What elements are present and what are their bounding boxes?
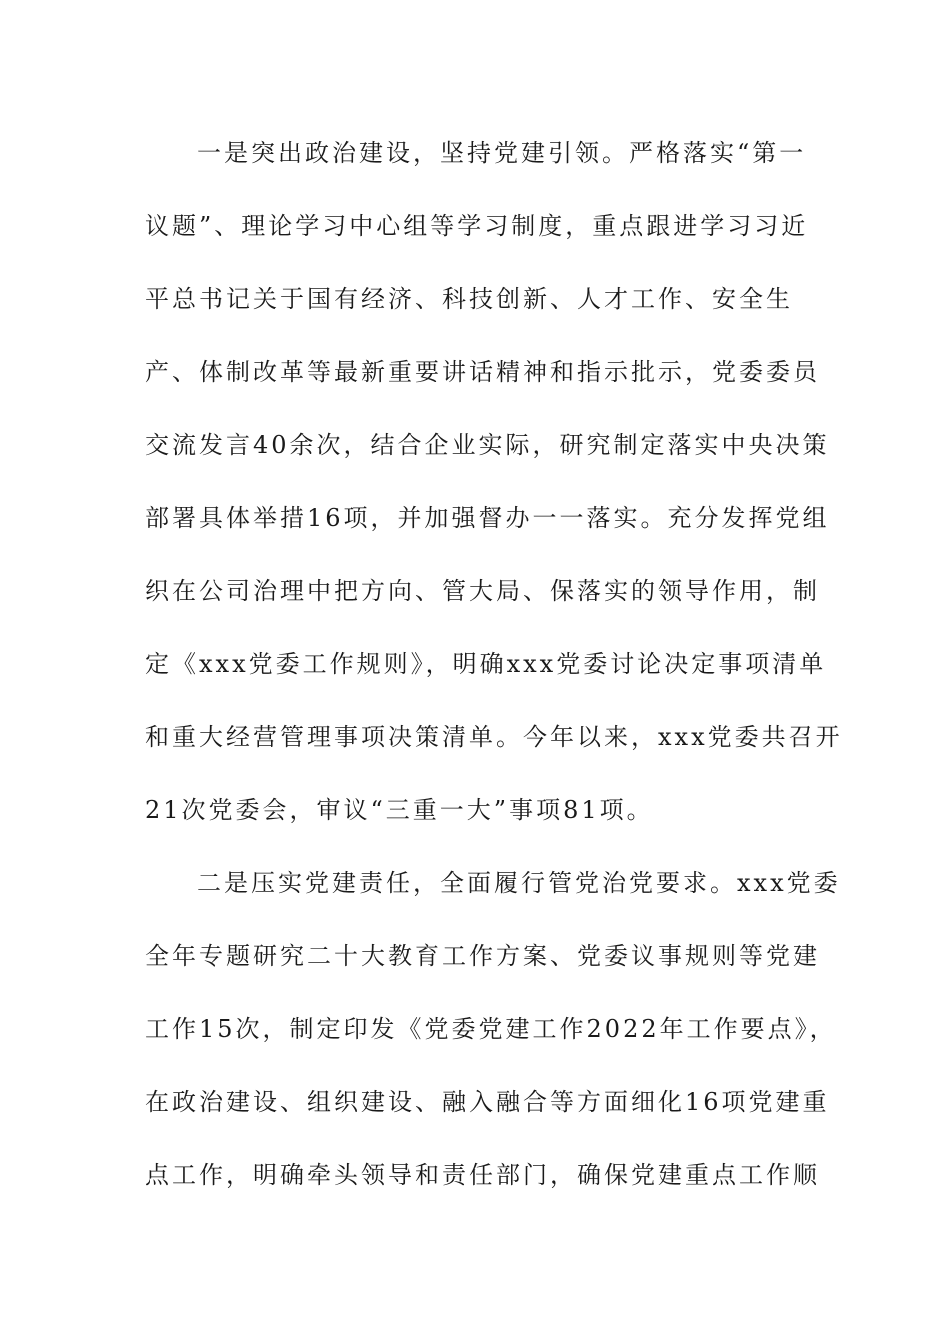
paragraph-political-construction <box>145 128 843 858</box>
paragraph-line: 和重大经营管理事项决策清单。今年以来，xxx党委共召开 <box>145 723 843 751</box>
paragraph-line: 织在公司治理中把方向、管大局、保落实的领导作用，制 <box>145 577 820 605</box>
paragraph-line: 工作15次，制定印发《党委党建工作2022年工作要点》， <box>145 1015 837 1043</box>
paragraph-line: 定《xxx党委工作规则》，明确xxx党委讨论决定事项清单 <box>145 650 827 678</box>
paragraph-line: 21次党委会，审议“三重一大”事项81项。 <box>145 796 654 824</box>
paragraph-line: 二是压实党建责任，全面履行管党治党要求。xxx党委 <box>197 869 841 897</box>
paragraph-line: 部署具体举措16项，并加强督办一一落实。充分发挥党组 <box>145 504 830 532</box>
paragraph-party-responsibility <box>145 858 841 1223</box>
paragraph-line: 交流发言40余次，结合企业实际，研究制定落实中央决策 <box>145 431 830 459</box>
paragraph-line: 点工作，明确牵头领导和责任部门，确保党建重点工作顺 <box>145 1161 820 1189</box>
paragraph-line: 在政治建设、组织建设、融入融合等方面细化16项党建重 <box>145 1088 830 1116</box>
paragraph-line: 平总书记关于国有经济、科技创新、人才工作、安全生 <box>145 285 793 313</box>
paragraph-line: 全年专题研究二十大教育工作方案、党委议事规则等党建 <box>145 942 820 970</box>
document-body <box>145 128 843 1223</box>
paragraph-line: 产、体制改革等最新重要讲话精神和指示批示，党委委员 <box>145 358 820 386</box>
paragraph-line: 议题”、理论学习中心组等学习制度，重点跟进学习习近 <box>145 212 809 240</box>
paragraph-line: 一是突出政治建设，坚持党建引领。严格落实“第一 <box>197 139 807 167</box>
